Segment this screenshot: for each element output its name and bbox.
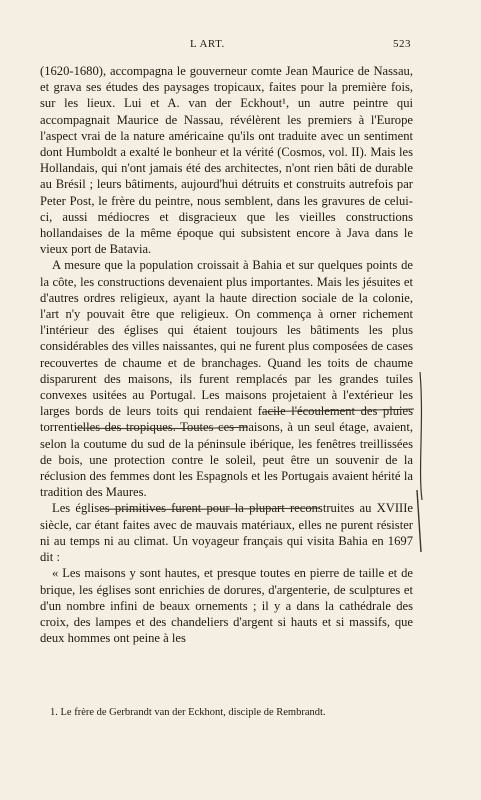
underline-mark-3: [100, 508, 320, 509]
running-title: L ART.: [190, 38, 225, 50]
paragraph-2: A mesure que la population croissait à Bahia et sur quelques points de la côte, les constructions devenaient plus importantes. Mais les jésuites et d'autres ordres religieux, ayant la haute direction sociale de la colonie, l'art n'y pouvait être que religieux. On commença à orner richement l'intérieur des églises qui étaient toujours les bâtiments les plus considérables des villes naissantes, qui ne furent plus composées de cases recouvertes de chaume et de branchages. Quand les toits de chaume disparurent des maisons, ils furent remplacés par les grandes tuiles convexes usitées au Portugal. Les maisons projetaient à l'extérieur les larges bords de leurs toits qui rendaient facile l'écoulement des pluies torrentielles des tropiques. Toutes ces maisons, à un seul étage, avaient, selon la coutume du sud de la péninsule ibérique, les fenêtres treillissées de bois, une protection contre le soleil, peut être un souvenir de la réclusion des femmes dont les Espagnols et les Portugais avaient hérité la tradition des Maures.: [40, 258, 413, 500]
footnote: 1. Le frère de Gerbrandt van der Eckhont, disciple de Rembrandt.: [50, 707, 326, 718]
paragraph-3: Les églises primitives furent pour la plupart reconstruites au XVIIIe siècle, car étant faites avec de mauvais matériaux, elles ne purent résister ni au temps ni au climat. Un voyageur français qui visita Bahia en 1697 dit :: [40, 501, 413, 565]
underline-mark-1: [262, 409, 414, 412]
page-number: 523: [393, 38, 411, 50]
underline-mark-2: [76, 427, 248, 429]
paragraph-4-quote: « Les maisons y sont hautes, et presque toutes en pierre de taille et de brique, les églises sont enrichies de dorures, d'argenterie, de sculptures et d'un nombre infini de beaux ornements ; il y a dans la cathédrale des croix, des lampes et des chandeliers d'argent si hauts et si massifs, que deux hommes ont peine à les: [40, 566, 413, 646]
paragraph-1: (1620-1680), accompagna le gouverneur comte Jean Maurice de Nassau, et grava ses études des paysages tropicaux, faites pour la première fois, sur les lieux. Lui et A. van der Eckhout¹, un autre peintre qui accompagnait Maurice de Nassau, révélèrent les premiers à l'Europe l'aspect vrai de la nature américaine qu'ils ont traduite avec un sentiment dont Humboldt a exalté le bonheur et la vérité (Cosmos, vol. II). Mais les Hollandais, qui n'ont jamais été des architectes, n'ont rien bâti de durable au Brésil ; leurs bâtiments, aujourd'hui détruits et construits autrefois par Peter Post, le frère du peintre, nous semblent, dans les gravures de celui-ci, aussi médiocres et disgracieux que les vieilles constructions hollandaises de la même époque qui subsistent encore à Java dans le vieux port de Batavia.: [40, 64, 413, 257]
margin-side-mark: [417, 490, 421, 552]
margin-bracket-mark: [420, 372, 422, 500]
